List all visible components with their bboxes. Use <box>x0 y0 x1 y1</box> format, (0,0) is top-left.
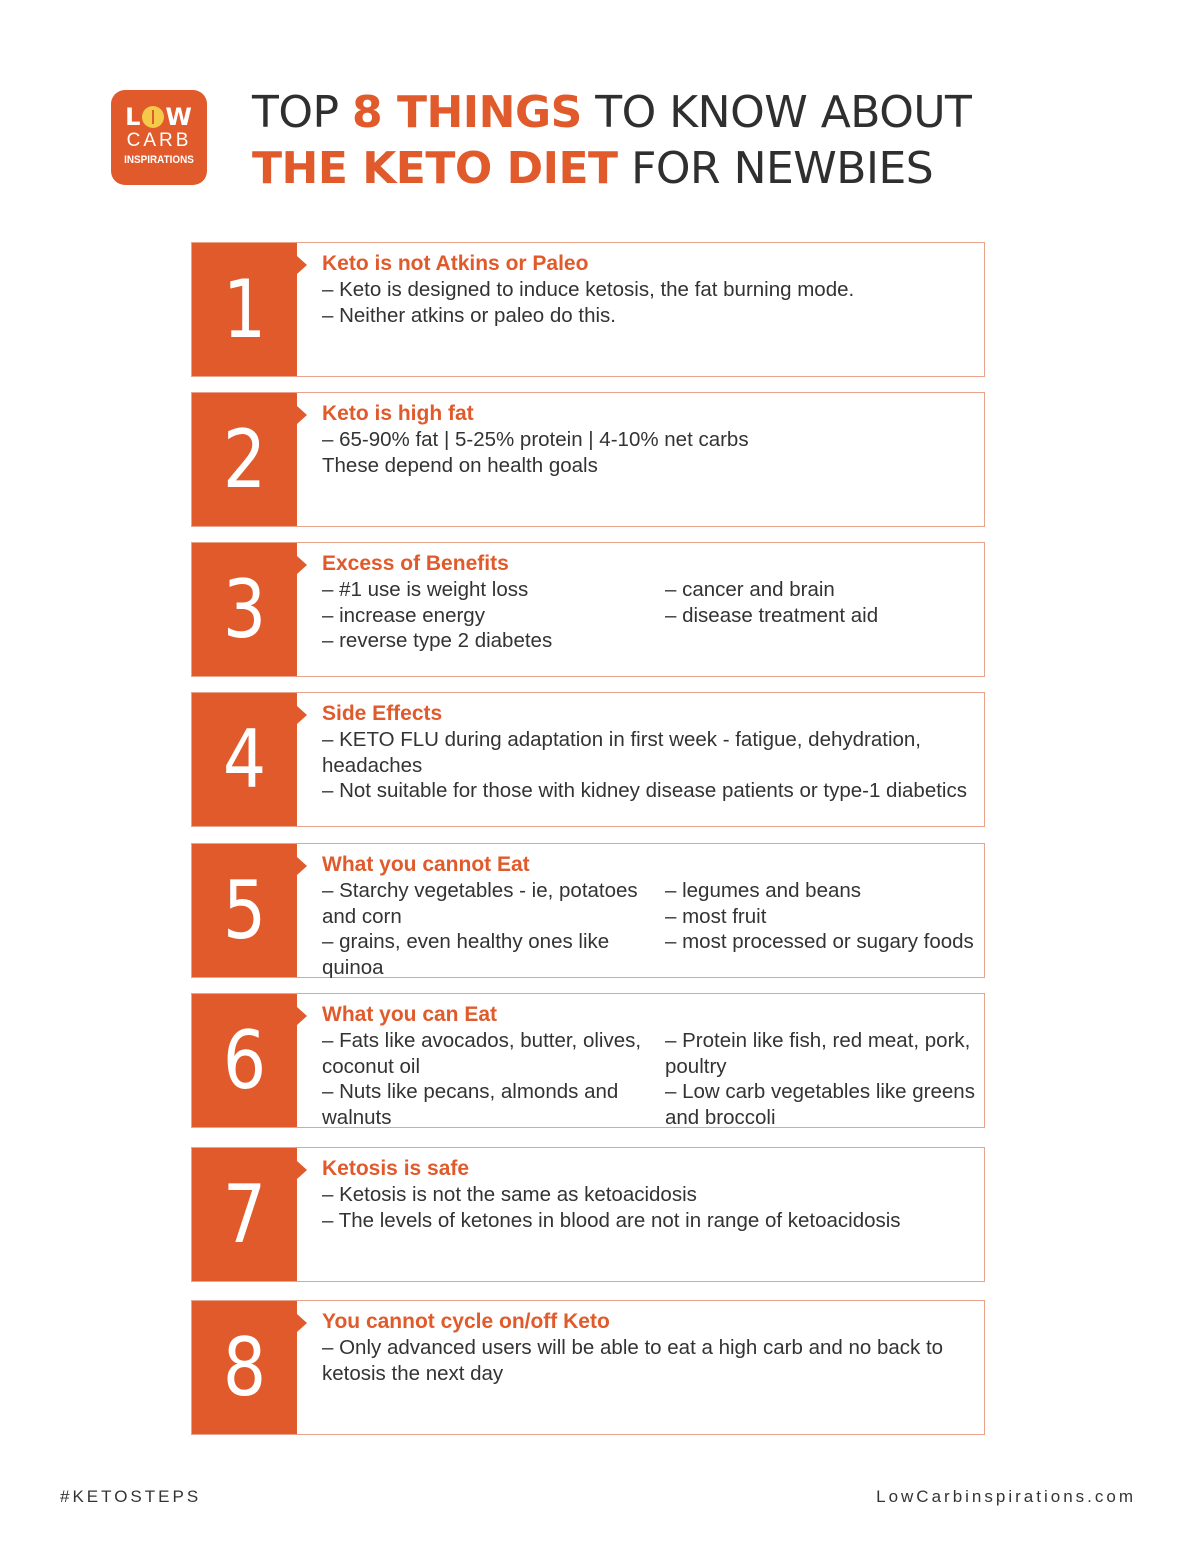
tip-line: – legumes and beans <box>665 879 862 902</box>
tip-body <box>322 401 976 478</box>
tip-line: – Fats like avocados, butter, olives, coconut oil <box>322 1029 642 1078</box>
tip-col1 <box>322 1028 665 1130</box>
pointer-arrow-icon <box>297 406 307 424</box>
tip-number <box>192 1301 297 1434</box>
tip-line: – cancer and brain <box>665 578 835 601</box>
pointer-arrow-icon <box>297 1007 307 1025</box>
tip-number <box>192 844 297 977</box>
footer-hashtag: #KETOSTEPS <box>60 1487 202 1506</box>
title-highlight1: 8 THINGS <box>352 87 582 138</box>
tip-line: – most processed or sugary foods <box>665 930 974 953</box>
tip-col2 <box>665 1028 976 1130</box>
tip-line: – disease treatment aid <box>665 603 879 627</box>
tip-columns <box>322 878 976 980</box>
footer-website[interactable]: LowCarbinspirations.com <box>876 1487 1136 1506</box>
pointer-arrow-icon <box>297 256 307 274</box>
logo-line2: CARB <box>126 130 192 151</box>
tip-number-text: 8 <box>222 1321 267 1414</box>
tip-line: – reverse type 2 diabetes <box>322 629 553 652</box>
title-part5: FOR NEWBIES <box>617 143 934 194</box>
tip-number <box>192 1148 297 1281</box>
tip-line: – Low carb vegetables like greens and broccoli <box>665 1080 975 1129</box>
tip-card-5 <box>191 843 985 978</box>
pointer-arrow-icon <box>297 857 307 875</box>
tip-body <box>322 852 976 980</box>
tip-line: – Not suitable for those with kidney disease patients or type-1 diabetics <box>322 779 967 802</box>
tip-line: – Only advanced users will be able to eat a high carb and no back to ketosis the next day <box>322 1336 944 1385</box>
tip-columns <box>322 577 976 654</box>
tip-body <box>322 701 976 804</box>
tip-number <box>192 693 297 826</box>
tip-line: – Neither atkins or paleo do this. <box>322 303 616 327</box>
tip-title: Ketosis is safe <box>322 1157 470 1180</box>
tip-number-text: 4 <box>222 713 267 806</box>
pointer-arrow-icon <box>297 706 307 724</box>
brand-logo <box>111 90 207 185</box>
tip-number-text: 5 <box>222 864 267 957</box>
tip-number-text: 2 <box>222 413 267 506</box>
page-title <box>252 85 971 197</box>
title-part3: TO KNOW ABOUT <box>581 87 972 138</box>
tip-columns <box>322 1028 976 1130</box>
tip-card-1 <box>191 242 985 377</box>
tip-line: – 65-90% fat | 5-25% protein | 4-10% net carbs <box>322 428 749 451</box>
tip-line: – Ketosis is not the same as ketoacidosis <box>322 1183 697 1206</box>
tip-line: – most fruit <box>665 904 767 928</box>
tip-title: Side Effects <box>322 702 443 725</box>
tip-body <box>322 1156 976 1233</box>
tip-line: – grains, even healthy ones like quinoa <box>322 930 610 979</box>
tip-line: These depend on health goals <box>322 453 598 477</box>
tip-body <box>322 1309 976 1386</box>
tip-line: – #1 use is weight loss <box>322 578 529 601</box>
tip-body <box>322 1002 976 1130</box>
tip-number <box>192 393 297 526</box>
tip-line: – Nuts like pecans, almonds and walnuts <box>322 1080 619 1129</box>
tip-body <box>322 251 976 328</box>
tip-card-6 <box>191 993 985 1128</box>
tip-line: – Starchy vegetables - ie, potatoes and corn <box>322 879 638 928</box>
tip-number-text: 1 <box>222 263 267 356</box>
tip-title: Keto is high fat <box>322 402 474 425</box>
tip-number <box>192 994 297 1127</box>
tip-title: Keto is not Atkins or Paleo <box>322 252 589 275</box>
tip-card-7 <box>191 1147 985 1282</box>
tip-card-2 <box>191 392 985 527</box>
pointer-arrow-icon <box>297 1161 307 1179</box>
title-part1: TOP <box>252 87 353 138</box>
title-highlight2: THE KETO DIET <box>252 143 618 194</box>
tip-col2 <box>665 878 976 980</box>
tip-card-4 <box>191 692 985 827</box>
tip-number-text: 6 <box>222 1014 267 1107</box>
tip-card-8 <box>191 1300 985 1435</box>
logo-line1: L W <box>125 103 193 131</box>
tip-title: Excess of Benefits <box>322 552 509 575</box>
tip-title: You cannot cycle on/off Keto <box>322 1310 610 1333</box>
tip-number <box>192 243 297 376</box>
tip-card-3 <box>191 542 985 677</box>
tip-number-text: 7 <box>222 1168 267 1261</box>
tip-line: – The levels of ketones in blood are not in range of ketoacidosis <box>322 1208 901 1232</box>
tip-col1 <box>322 577 665 654</box>
tip-body <box>322 551 976 654</box>
pointer-arrow-icon <box>297 1314 307 1332</box>
tip-number <box>192 543 297 676</box>
pointer-arrow-icon <box>297 556 307 574</box>
tip-line: – increase energy <box>322 603 485 627</box>
tip-title: What you cannot Eat <box>322 853 530 876</box>
tip-line: – Keto is designed to induce ketosis, the fat burning mode. <box>322 278 855 301</box>
tip-col2 <box>665 577 976 654</box>
tip-number-text: 3 <box>222 563 267 656</box>
tip-col1 <box>322 878 665 980</box>
tip-line: – KETO FLU during adaptation in first week - fatigue, dehydration, headaches <box>322 728 922 777</box>
tip-title: What you can Eat <box>322 1003 498 1026</box>
logo-line3: INSPIRATIONS <box>124 154 194 166</box>
tip-line: – Protein like fish, red meat, pork, poultry <box>665 1029 971 1078</box>
logo-o-icon <box>142 106 164 128</box>
